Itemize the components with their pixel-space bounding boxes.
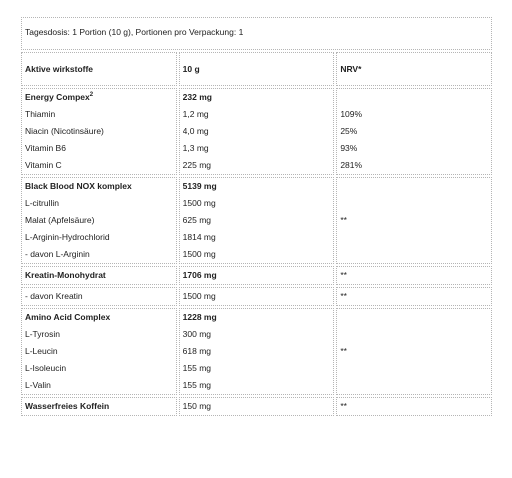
ingredient-name: L-Isoleucin [25,363,67,373]
ingredient-amount: 150 mg [182,401,212,411]
group-title: Kreatin-Monohydrat [25,270,106,280]
group-nox-names [21,177,177,264]
group-nrv: ** [340,270,347,280]
nutrition-table-container [21,15,494,418]
group-title: Amino Acid Complex [25,312,111,322]
dosage-text: Tagesdosis: 1 Portion (10 g), Portionen pro Verpackung: 1 [25,27,244,37]
header-row [21,52,492,86]
ingredient-amount: 1500 mg [182,249,216,259]
row-kreatin-sub [21,287,492,306]
row-koffein [21,397,492,416]
group-amount: 5139 mg [182,181,217,191]
dosage-row [21,17,492,50]
ingredient-amount: 1500 mg [182,198,216,208]
ingredient-amount: 625 mg [182,215,212,225]
group-nox-amounts [179,177,335,264]
ingredient-nrv: ** [340,291,347,301]
group-nrv: ** [340,215,347,225]
ingredient-name: L-Tyrosin [25,329,60,339]
group-amino-nrv [336,308,492,395]
ingredient-nrv: 109% [340,109,363,119]
ingredient-name: Vitamin C [25,160,62,170]
ingredient-nrv: 93% [340,143,358,153]
group-title: Energy Compex$^2$ [25,92,94,102]
ingredient-name: Thiamin [25,109,56,119]
group-amount: 1228 mg [182,312,217,322]
ingredient-name: Niacin (Nicotinsäure) [25,126,104,136]
ingredient-name: Vitamin B6 [25,143,66,153]
header-amount: 10 g [182,64,200,74]
group-amino-amounts [179,308,335,395]
ingredient-name: Malat (Apfelsäure) [25,215,95,225]
header-ingredients: Aktive wirkstoffe [25,64,94,74]
dosage-cell [21,17,492,50]
ingredient-amount: 1,2 mg [182,109,209,119]
group-title: Black Blood NOX komplex [25,181,132,191]
ingredient-name: L-Leucin [25,346,58,356]
ingredient-amount: 1814 mg [182,232,216,242]
group-nox-nrv [336,177,492,264]
ingredient-name: - davon Kreatin [25,291,83,301]
nutrition-table [19,15,494,418]
group-amount: 232 mg [182,92,212,102]
ingredient-name: L-Arginin-Hydrochlorid [25,232,110,242]
row-kreatin [21,266,492,285]
group-nox [21,177,492,264]
group-nrv: ** [340,346,347,356]
ingredient-amount: 155 mg [182,380,212,390]
ingredient-amount: 4,0 mg [182,126,209,136]
ingredient-amount: 1,3 mg [182,143,209,153]
ingredient-nrv: 25% [340,126,358,136]
ingredient-name: - davon L-Arginin [25,249,90,259]
group-energy-amounts [179,88,335,175]
ingredient-name: L-citrullin [25,198,60,208]
group-energy-names [21,88,177,175]
ingredient-amount: 155 mg [182,363,212,373]
group-amount: 1706 mg [182,270,217,280]
group-energy-nrv [336,88,492,175]
group-amino-names [21,308,177,395]
group-title: Wasserfreies Koffein [25,401,110,411]
ingredient-amount: 618 mg [182,346,212,356]
ingredient-amount: 300 mg [182,329,212,339]
ingredient-name: L-Valin [25,380,51,390]
group-energy [21,88,492,175]
ingredient-amount: 225 mg [182,160,212,170]
header-nrv: NRV* [340,64,362,74]
group-nrv: ** [340,401,347,411]
ingredient-nrv: 281% [340,160,363,170]
group-amino [21,308,492,395]
ingredient-amount: 1500 mg [182,291,216,301]
